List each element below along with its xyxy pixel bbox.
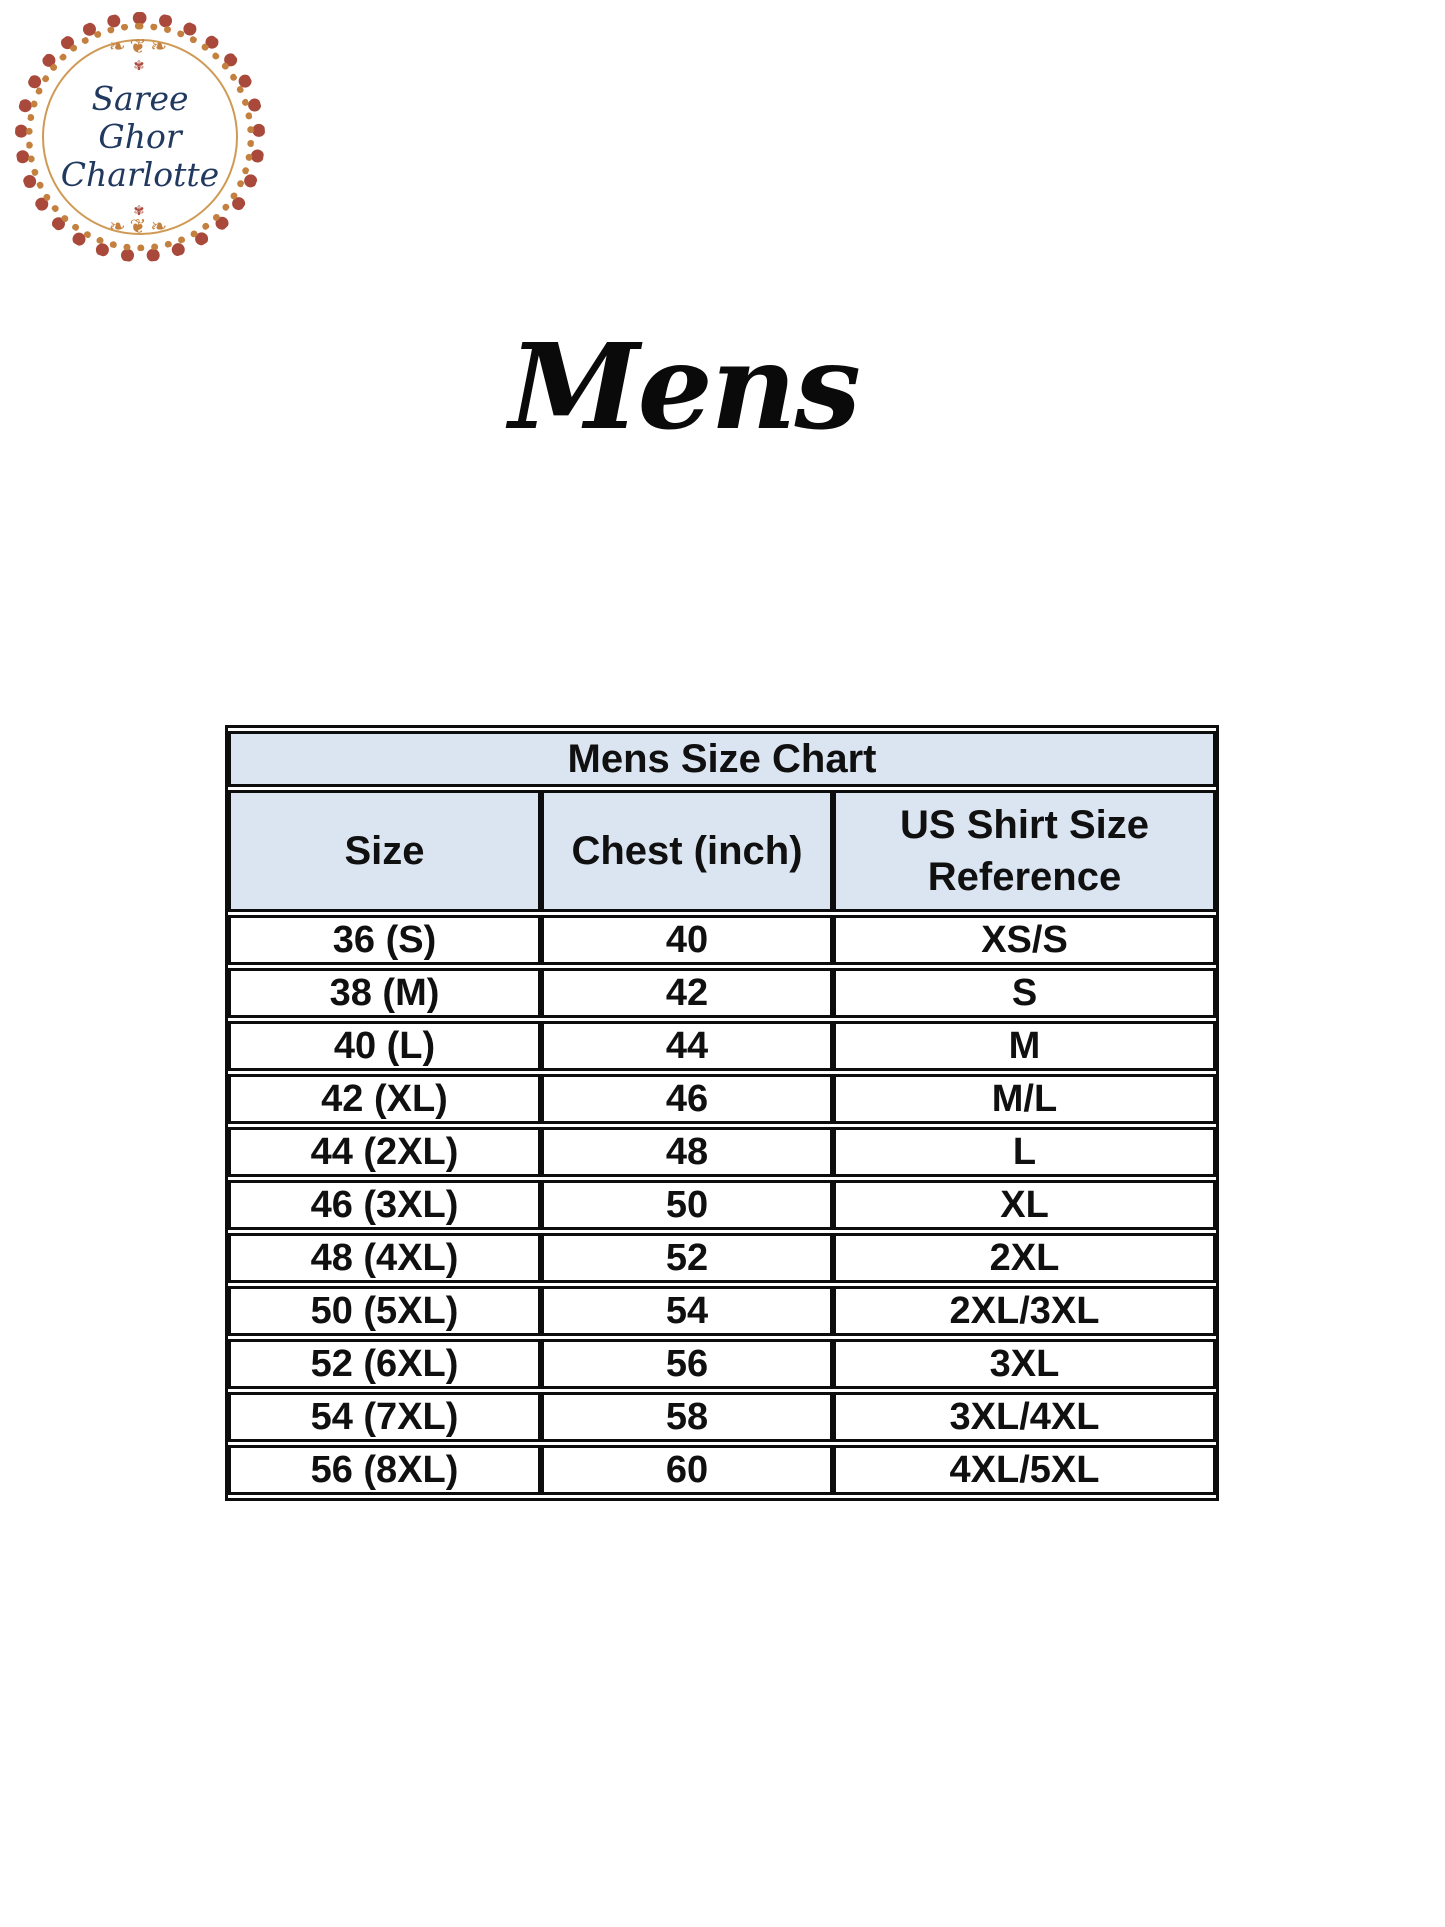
brand-name bbox=[45, 80, 235, 194]
chest-cell: 40 bbox=[541, 915, 833, 965]
chest-cell: 58 bbox=[541, 1392, 833, 1442]
us-size-cell: 2XL/3XL bbox=[833, 1286, 1216, 1336]
table-row bbox=[228, 1180, 1216, 1230]
column-header-chest: Chest (inch) bbox=[541, 790, 833, 912]
column-header-row bbox=[228, 790, 1216, 912]
flourish-icon: ✾ bbox=[133, 202, 147, 218]
brand-logo bbox=[15, 12, 265, 262]
size-table-body bbox=[228, 915, 1216, 1495]
us-size-cell: XS/S bbox=[833, 915, 1216, 965]
us-size-cell: 2XL bbox=[833, 1233, 1216, 1283]
size-cell: 36 (S) bbox=[228, 915, 541, 965]
chart-title-row bbox=[228, 731, 1216, 787]
table-row bbox=[228, 1127, 1216, 1177]
chest-cell: 52 bbox=[541, 1233, 833, 1283]
table-row bbox=[228, 968, 1216, 1018]
flourish-icon: ❧❦❧ bbox=[108, 215, 172, 238]
chest-cell: 50 bbox=[541, 1180, 833, 1230]
chart-title: Mens Size Chart bbox=[228, 731, 1216, 787]
size-cell: 50 (5XL) bbox=[228, 1286, 541, 1336]
us-size-cell: M bbox=[833, 1021, 1216, 1071]
size-cell: 44 (2XL) bbox=[228, 1127, 541, 1177]
table-row bbox=[228, 1233, 1216, 1283]
size-cell: 42 (XL) bbox=[228, 1074, 541, 1124]
table-row bbox=[228, 1074, 1216, 1124]
table-row bbox=[228, 915, 1216, 965]
chest-cell: 48 bbox=[541, 1127, 833, 1177]
logo-content bbox=[45, 36, 235, 238]
table-row bbox=[228, 1445, 1216, 1495]
brand-name-line2: Charlotte bbox=[60, 154, 220, 194]
us-size-cell: 3XL/4XL bbox=[833, 1392, 1216, 1442]
us-size-cell: 3XL bbox=[833, 1339, 1216, 1389]
chest-cell: 54 bbox=[541, 1286, 833, 1336]
chest-cell: 42 bbox=[541, 968, 833, 1018]
size-chart bbox=[225, 725, 1213, 1501]
size-cell: 56 (8XL) bbox=[228, 1445, 541, 1495]
table-row bbox=[228, 1392, 1216, 1442]
table-row bbox=[228, 1339, 1216, 1389]
chest-cell: 56 bbox=[541, 1339, 833, 1389]
column-header-us-size: US Shirt Size Reference bbox=[833, 790, 1216, 912]
brand-name-line1: Saree Ghor bbox=[91, 79, 189, 157]
us-size-cell: L bbox=[833, 1127, 1216, 1177]
size-chart-table bbox=[225, 725, 1219, 1501]
flourish-icon: ✾ bbox=[133, 58, 147, 74]
chest-cell: 44 bbox=[541, 1021, 833, 1071]
column-header-size: Size bbox=[228, 790, 541, 912]
size-cell: 52 (6XL) bbox=[228, 1339, 541, 1389]
page-title: Mens bbox=[509, 317, 859, 456]
size-cell: 38 (M) bbox=[228, 968, 541, 1018]
chest-cell: 46 bbox=[541, 1074, 833, 1124]
us-size-cell: S bbox=[833, 968, 1216, 1018]
size-cell: 54 (7XL) bbox=[228, 1392, 541, 1442]
size-cell: 46 (3XL) bbox=[228, 1180, 541, 1230]
size-cell: 40 (L) bbox=[228, 1021, 541, 1071]
us-size-cell: M/L bbox=[833, 1074, 1216, 1124]
table-row bbox=[228, 1286, 1216, 1336]
table-row bbox=[228, 1021, 1216, 1071]
size-cell: 48 (4XL) bbox=[228, 1233, 541, 1283]
us-size-cell: XL bbox=[833, 1180, 1216, 1230]
chest-cell: 60 bbox=[541, 1445, 833, 1495]
us-size-cell: 4XL/5XL bbox=[833, 1445, 1216, 1495]
flourish-icon: ❧❦❧ bbox=[108, 36, 172, 59]
